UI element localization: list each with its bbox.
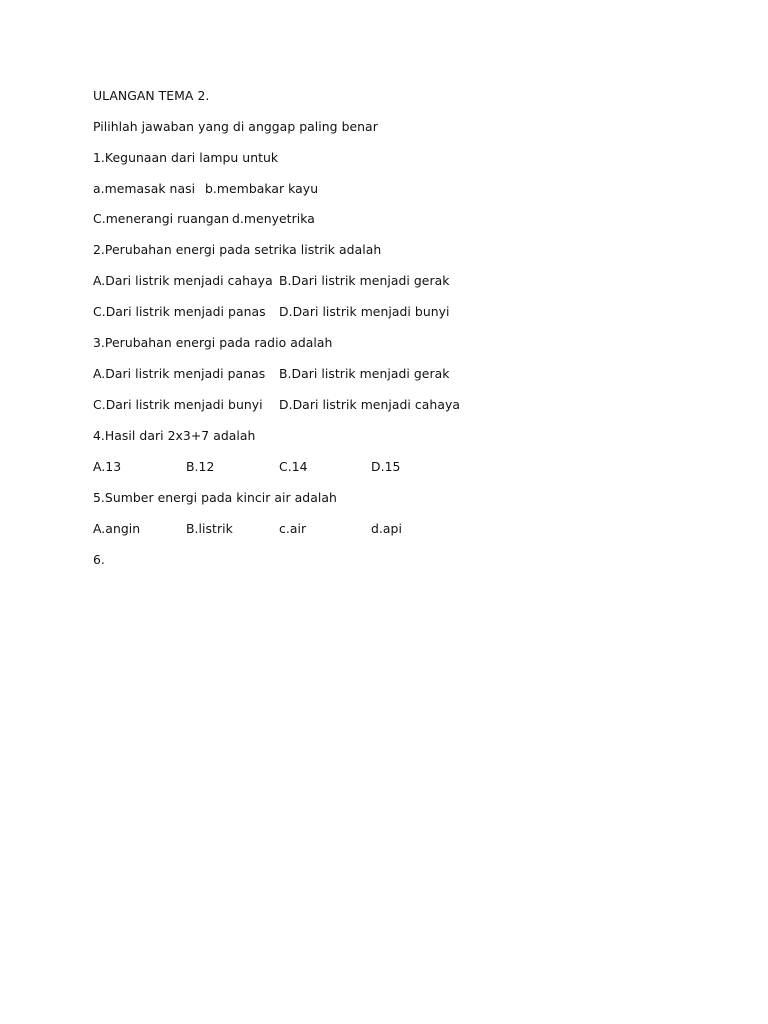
question-3-option-d: D.Dari listrik menjadi cahaya	[279, 397, 460, 412]
question-5-option-c: c.air	[279, 521, 307, 536]
question-1-option-d: d.menyetrika	[232, 211, 315, 226]
question-2-option-d: D.Dari listrik menjadi bunyi	[279, 304, 450, 319]
question-3-text: 3.Perubahan energi pada radio adalah	[93, 335, 333, 350]
question-5-option-b: B.listrik	[186, 521, 233, 536]
question-4-option-d: D.15	[371, 459, 401, 474]
question-5-option-a: A.angin	[93, 521, 141, 536]
question-6-text: 6.	[93, 552, 105, 567]
document-title: ULANGAN TEMA 2.	[93, 88, 210, 103]
question-1-option-b: b.membakar kayu	[205, 181, 319, 196]
question-3-option-a: A.Dari listrik menjadi panas	[93, 366, 266, 381]
question-4-option-c: C.14	[279, 459, 308, 474]
question-5-option-d: d.api	[371, 521, 402, 536]
question-2-option-c: C.Dari listrik menjadi panas	[93, 304, 266, 319]
question-2-option-a: A.Dari listrik menjadi cahaya	[93, 273, 273, 288]
question-1-text: 1.Kegunaan dari lampu untuk	[93, 150, 279, 165]
question-4-option-b: B.12	[186, 459, 215, 474]
question-2-text: 2.Perubahan energi pada setrika listrik adalah	[93, 242, 382, 257]
question-5-text: 5.Sumber energi pada kincir air adalah	[93, 490, 337, 505]
question-3-option-c: C.Dari listrik menjadi bunyi	[93, 397, 263, 412]
question-1-option-a: a.memasak nasi	[93, 181, 196, 196]
question-1-option-c: C.menerangi ruangan	[93, 211, 230, 226]
instruction-text: Pilihlah jawaban yang di anggap paling benar	[93, 119, 378, 134]
question-4-text: 4.Hasil dari 2x3+7 adalah	[93, 428, 256, 443]
question-2-option-b: B.Dari listrik menjadi gerak	[279, 273, 450, 288]
question-3-option-b: B.Dari listrik menjadi gerak	[279, 366, 450, 381]
question-4-option-a: A.13	[93, 459, 122, 474]
